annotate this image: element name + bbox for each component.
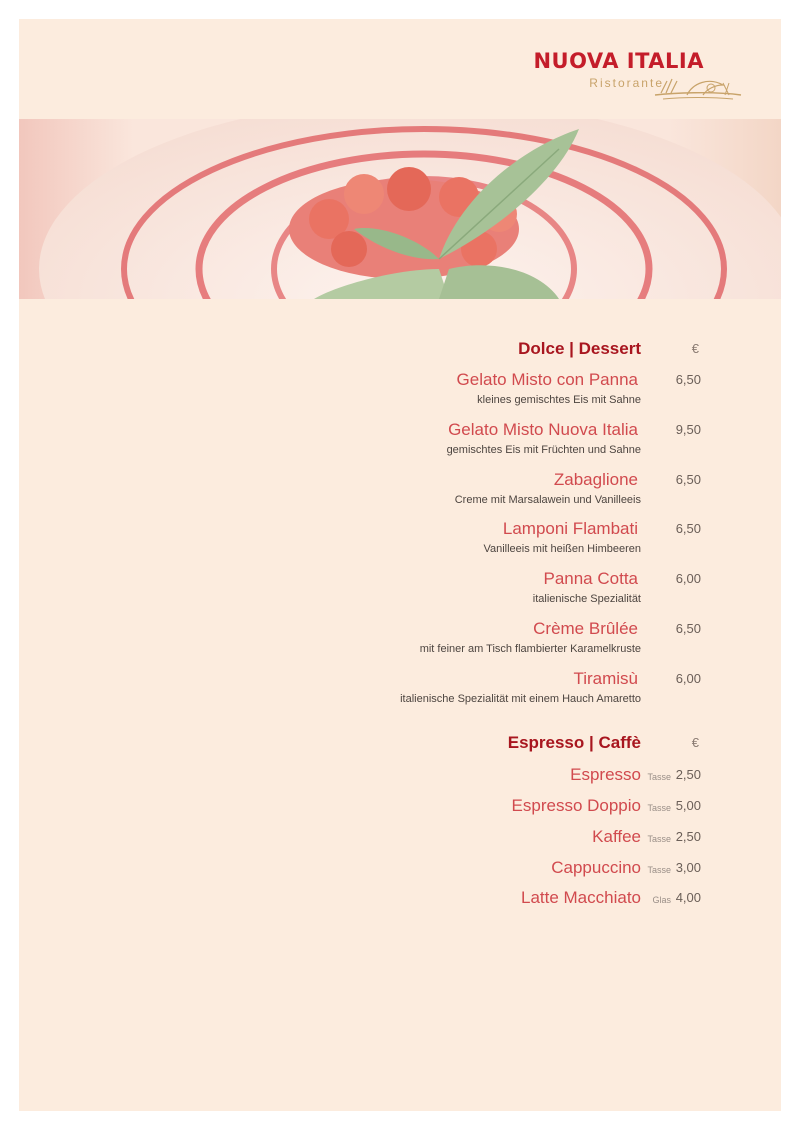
caffe-section-title: Espresso | Caffè (507, 733, 641, 752)
item-name: Gelato Misto con Panna (456, 370, 638, 389)
item-unit: Glas (652, 895, 671, 905)
item-price: 4,00 (675, 890, 701, 905)
item-price: 2,50 (675, 829, 701, 844)
dessert-section-title: Dolce | Dessert (518, 339, 641, 358)
item-price: 6,50 (675, 621, 701, 636)
dessert-photo (19, 119, 781, 299)
item-price: 3,00 (675, 860, 701, 875)
item-unit: Tasse (647, 772, 671, 782)
item-name: Lamponi Flambati (502, 519, 638, 538)
item-price: 2,50 (675, 767, 701, 782)
dessert-currency: € (691, 341, 699, 356)
item-description: italienische Spezialität (532, 593, 641, 605)
item-description: mit feiner am Tisch flambierter Karamelkruste (419, 643, 641, 655)
item-description: Creme mit Marsalawein und Vanilleeis (454, 494, 641, 506)
item-price: 5,00 (675, 798, 701, 813)
item-name: Zabaglione (553, 470, 638, 489)
item-name: Espresso Doppio (511, 796, 641, 815)
item-price: 9,50 (675, 422, 701, 437)
item-name: Espresso (570, 765, 641, 784)
item-unit: Tasse (647, 803, 671, 813)
item-price: 6,00 (675, 671, 701, 686)
boat-logo-icon (653, 73, 743, 109)
item-description: gemischtes Eis mit Früchten und Sahne (446, 444, 641, 456)
item-unit: Tasse (647, 865, 671, 875)
item-name: Tiramisù (573, 669, 638, 688)
caffe-currency: € (691, 735, 699, 750)
item-price: 6,50 (675, 372, 701, 387)
item-description: Vanilleeis mit heißen Himbeeren (483, 543, 641, 555)
brand-name: NUOVA ITALIA (533, 49, 704, 73)
item-name: Latte Macchiato (520, 888, 641, 907)
item-unit: Tasse (647, 834, 671, 844)
item-name: Gelato Misto Nuova Italia (448, 420, 638, 439)
item-name: Panna Cotta (543, 569, 638, 588)
item-price: 6,00 (675, 571, 701, 586)
item-price: 6,50 (675, 521, 701, 536)
item-price: 6,50 (675, 472, 701, 487)
menu-page (19, 19, 781, 1111)
brand-subtitle: Ristorante (589, 76, 664, 90)
item-description: kleines gemischtes Eis mit Sahne (477, 394, 641, 406)
item-name: Kaffee (592, 827, 641, 846)
item-name: Cappuccino (551, 858, 641, 877)
item-description: italienische Spezialität mit einem Hauch Amaretto (400, 693, 641, 705)
item-name: Crème Brûlée (533, 619, 638, 638)
